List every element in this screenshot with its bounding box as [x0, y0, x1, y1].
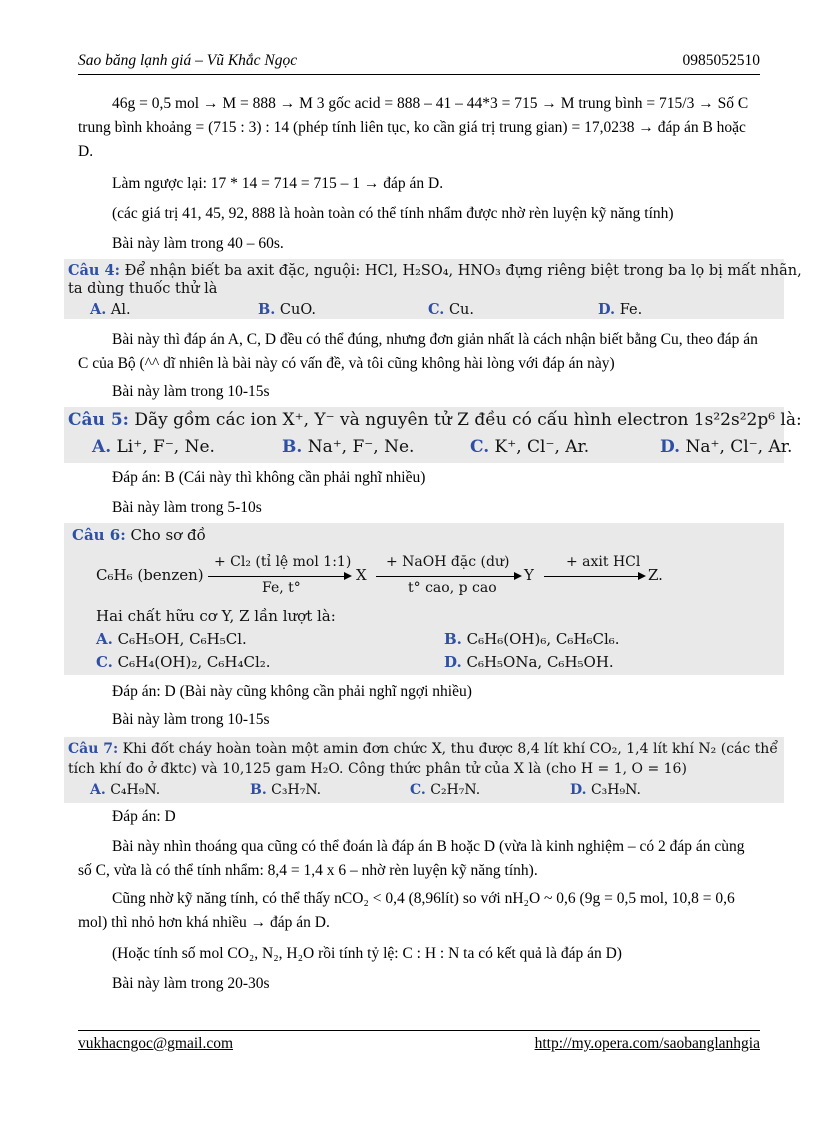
question-4-option-b: B. CuO.: [258, 301, 317, 318]
question-4-time: Bài này làm trong 10-15s: [112, 383, 270, 400]
question-5-text: Dãy gồm các ion X⁺, Y⁻ và nguyên tử Z đều có cấu hình electron 1s²2s²2p⁶ là:: [128, 410, 802, 430]
question-4-option-c: C. Cu.: [428, 301, 474, 318]
scheme-arrow1-reagent: + Cl₂ (tỉ lệ mol 1:1): [214, 554, 352, 570]
question-4-text: Để nhận biết ba axit đặc, nguội: HCl, H₂SO₄, HNO₃ đựng riêng biệt trong ba lọ bị mất nhãn,: [119, 263, 802, 279]
question-7-time: Bài này làm trong 20-30s: [112, 975, 270, 992]
question-7-answer: Đáp án: D: [112, 808, 176, 825]
intro-reverse: Làm ngược lại: 17 * 14 = 714 = 715 – 1 → đáp án D.: [112, 175, 444, 192]
question-5-label: Câu 5:: [68, 410, 129, 430]
question-7-reasoning-2: Cũng nhờ kỹ năng tính, có thể thấy nCO₂ < 0,4 (8,96lít) so với nH₂O ~ 0,6 (9g = 0,5 mol, 10,8 = 0,6 mol) thì nhỏ hơn khá nhiều → đáp án D.: [78, 890, 735, 931]
question-7-stem: Câu 7: Khi đốt cháy hoàn toàn một amin đơn chức X, thu được 8,4 lít khí CO₂, 1,4 lít khí N₂ (các thể: [68, 741, 778, 757]
question-6-option-a: A. C₆H₅OH, C₆H₅Cl.: [96, 630, 247, 648]
scheme-arrow2-reagent: + NaOH đặc (dư): [386, 554, 510, 570]
question-7-option-b: B. C₃H₇N.: [250, 782, 322, 798]
question-4-option-a: A. Al.: [90, 301, 131, 318]
scheme-arrow-3: [544, 576, 644, 577]
scheme-arrow-1: [208, 576, 350, 577]
scheme-arrow3-reagent: + axit HCl: [566, 554, 641, 570]
question-4-label: Câu 4:: [68, 262, 120, 279]
question-5-stem: [68, 410, 802, 430]
scheme-start: C₆H₆ (benzen): [96, 566, 204, 584]
question-7-reasoning-1: Bài này nhìn thoáng qua cũng có thể đoán là đáp án B hoặc D (vừa là kinh nghiệm – có 2 đáp án cùng số C, vừa là có thể tính nhẩm: 8,4 = 1,4 x 6 – nhờ rèn luyện kỹ năng tính).: [78, 838, 745, 879]
header-phone: 0985052510: [682, 52, 760, 69]
scheme-arrow1-condition: Fe, t°: [262, 580, 301, 596]
scheme-arrow2-condition: t° cao, p cao: [408, 580, 497, 596]
question-7-label: Câu 7:: [68, 741, 119, 757]
scheme-y: Y: [524, 566, 534, 584]
scheme-arrow-2: [376, 576, 520, 577]
intro-calculation: 46g = 0,5 mol → M = 888 → M 3 gốc acid = 888 – 41 – 44*3 = 715 → M trung bình = 715/3 → Số C trung bình khoảng = (715 : 3) : 14 (phép tính liên tục, ko cần giá trị trung gian) = 17,0238 → đáp án B hoặc D.: [78, 95, 749, 160]
scheme-z: Z.: [648, 566, 663, 584]
question-5-option-c: C. K⁺, Cl⁻, Ar.: [470, 437, 590, 457]
page-header: [78, 52, 760, 75]
question-5-option-d: D. Na⁺, Cl⁻, Ar.: [660, 437, 793, 457]
question-6-time: Bài này làm trong 10-15s: [112, 711, 270, 728]
question-6-label: Câu 6:: [72, 526, 126, 544]
page-footer: [78, 1030, 760, 1052]
question-6-option-d: D. C₆H₅ONa, C₆H₅OH.: [444, 653, 614, 671]
question-6-option-c: C. C₆H₄(OH)₂, C₆H₄Cl₂.: [96, 653, 271, 671]
question-5-option-b: B. Na⁺, F⁻, Ne.: [282, 437, 415, 457]
footer-url-link[interactable]: http://my.opera.com/saobanglanhgia: [534, 1035, 760, 1052]
question-4-text-2: ta dùng thuốc thử là: [68, 281, 218, 297]
question-7-option-d: D. C₃H₉N.: [570, 782, 641, 798]
question-5-option-a: A. Li⁺, F⁻, Ne.: [92, 437, 215, 457]
question-6-question: Hai chất hữu cơ Y, Z lần lượt là:: [96, 607, 336, 625]
question-4-option-d: D. Fe.: [598, 301, 643, 318]
question-6-option-b: B. C₆H₆(OH)₆, C₆H₆Cl₆.: [444, 630, 620, 648]
question-5-answer: Đáp án: B (Cái này thì không cần phải nghĩ nhiều): [112, 469, 426, 486]
scheme-x: X: [356, 566, 367, 584]
question-7-option-a: A. C₄H₉N.: [90, 782, 161, 798]
intro-time: Bài này làm trong 40 – 60s.: [112, 235, 284, 252]
question-7-text-2: tích khí đo ở đktc) và 10,125 gam H₂O. Công thức phân tử của X là (cho H = 1, O = 16): [68, 761, 687, 777]
question-7-reasoning-3: (Hoặc tính số mol CO₂, N₂, H₂O rồi tính tỷ lệ: C : H : N ta có kết quả là đáp án D): [112, 945, 622, 962]
question-7-option-c: C. C₂H₇N.: [410, 782, 481, 798]
question-6-stem: Câu 6: Cho sơ đồ: [72, 526, 206, 544]
footer-email-link[interactable]: vukhacngoc@gmail.com: [78, 1035, 234, 1052]
question-4-stem: [68, 262, 802, 279]
question-6-answer: Đáp án: D (Bài này cũng không cần phải nghĩ ngợi nhiều): [112, 683, 472, 700]
question-5-time: Bài này làm trong 5-10s: [112, 499, 262, 516]
question-4-comment: Bài này thì đáp án A, C, D đều có thể đúng, nhưng đơn giản nhất là cách nhận biết bằng Cu, theo đáp án C của Bộ (^^ dĩ nhiên là bài này có vấn đề, và tôi cũng không hài lòng với đáp án này): [78, 331, 758, 372]
intro-note: (các giá trị 41, 45, 92, 888 là hoàn toàn có thể tính nhẩm được nhờ rèn luyện kỹ năng tính): [112, 205, 674, 222]
header-author: Sao băng lạnh giá – Vũ Khắc Ngọc: [78, 52, 298, 69]
